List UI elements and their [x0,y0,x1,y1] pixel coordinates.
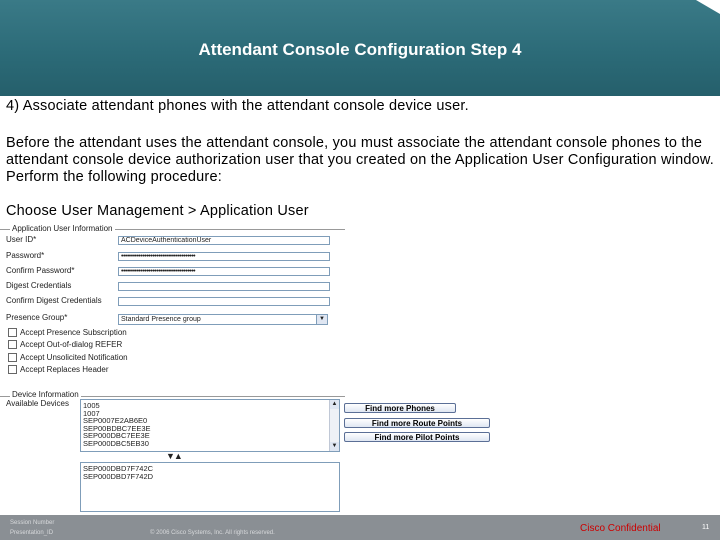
scroll-down-icon[interactable]: ▼ [331,443,338,449]
procedure-paragraph: Before the attendant uses the attendant console, you must associate the attendant console phones to the attendant console device authorization user that you created on the Application User Configuration window. Perform the following procedure: [6,135,714,185]
digest-credentials-label: Digest Credentials [6,281,72,290]
find-more-phones-button[interactable]: Find more Phones [344,403,456,413]
list-item[interactable]: 1007 [83,408,100,418]
presence-group-label: Presence Group* [6,313,68,322]
list-item[interactable]: SEP0007E2AB6E0 [83,416,148,425]
checkbox-label: Accept Unsolicited Notification [20,353,128,362]
find-more-pilot-points-button[interactable]: Find more Pilot Points [344,432,490,442]
scroll-up-icon[interactable]: ▲ [331,401,338,407]
list-item[interactable]: SEP000DBD7F742D [83,471,154,481]
checkbox-unsolicited-notification[interactable] [8,353,128,363]
password-field[interactable]: •••••••••••••••••••••••••••••••••••••• [118,252,330,261]
app-user-info-heading: Application User Information [12,224,113,233]
scrollbar[interactable] [329,400,339,451]
available-devices-label: Available Devices [6,399,69,408]
list-item[interactable]: SEP000DBC7EE3E [83,431,150,440]
user-id-label: User ID* [6,235,37,244]
password-label: Password* [6,251,45,260]
list-item[interactable]: 1005 [83,401,100,410]
checkbox-presence-subscription[interactable] [8,328,127,338]
digest-credentials-field[interactable] [118,282,330,291]
confirm-password-field[interactable]: •••••••••••••••••••••••••••••••••••••• [118,267,330,276]
chevron-down-icon[interactable]: ▼ [316,315,327,324]
confirm-digest-label: Confirm Digest Credentials [6,296,102,305]
confirm-digest-field[interactable] [118,297,330,306]
checkbox-label: Accept Out-of-dialog REFER [20,340,123,349]
presentation-id: Presentation_ID [10,530,54,536]
session-number: Session Number [10,520,55,526]
controlled-devices-list[interactable] [80,462,340,512]
list-item[interactable]: SEP000DBD7F742C [83,464,154,473]
checkbox-icon[interactable] [8,353,17,362]
confirm-password-label: Confirm Password* [6,266,75,275]
available-devices-list[interactable] [80,399,340,452]
checkbox-icon[interactable] [8,340,17,349]
find-more-route-points-button[interactable]: Find more Route Points [344,418,490,428]
title-bar-corner [696,0,720,14]
page-number: 11 [702,524,710,531]
checkbox-label: Accept Presence Subscription [20,328,127,337]
checkbox-replaces-header[interactable] [8,365,109,375]
list-item[interactable]: SEP000DBC5EB30 [83,438,149,448]
checkbox-icon[interactable] [8,365,17,374]
presence-group-value: Standard Presence group [121,316,201,323]
copyright: © 2006 Cisco Systems, Inc. All rights reserved. [150,530,275,536]
move-arrows-icon[interactable]: ▼▲ [166,451,182,461]
title-bar [0,0,720,96]
confidential-label: Cisco Confidential [580,523,661,534]
list-item[interactable]: SEP00BDBC7EE3E [83,423,151,433]
menu-path-instruction: Choose User Management > Application User [6,203,309,219]
checkbox-out-of-dialog-refer[interactable] [8,340,122,350]
step-heading: 4) Associate attendant phones with the attendant console device user. [6,98,469,114]
footer [0,515,720,540]
checkbox-label: Accept Replaces Header [20,365,109,374]
presence-group-select[interactable] [118,314,328,325]
slide-title: Attendant Console Configuration Step 4 [198,40,522,59]
user-id-field[interactable]: ACDeviceAuthenticationUser [118,236,330,245]
application-user-screenshot [0,222,350,514]
checkbox-icon[interactable] [8,328,17,337]
device-info-heading: Device Information [12,390,79,399]
